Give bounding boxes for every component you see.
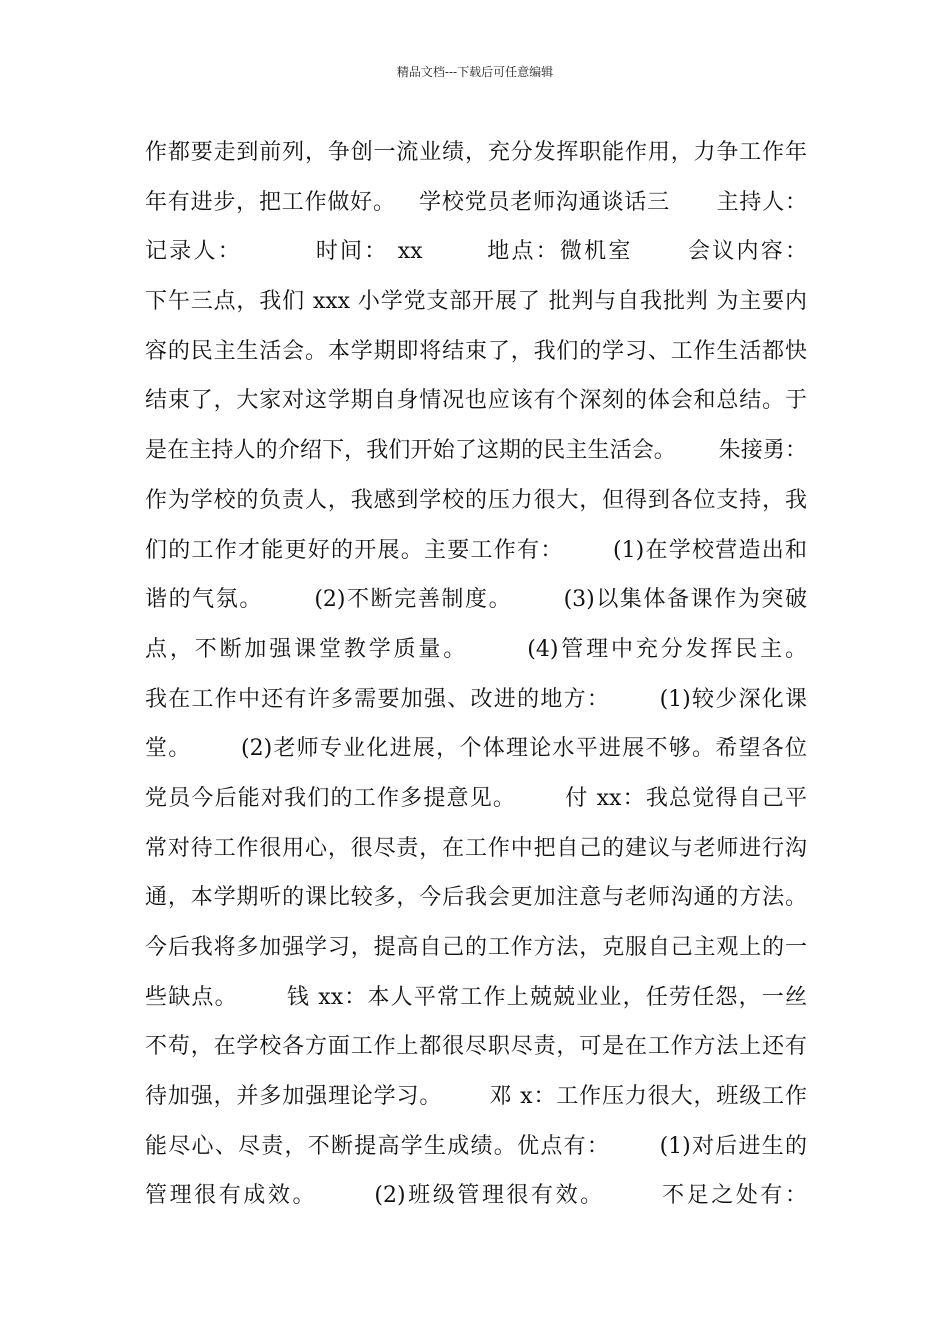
text-line: 管理很有成效。 (2)班级管理很有效。 不足之处有： [145,1183,807,1209]
text-line: 作都要走到前列，争创一流业绩，充分发挥职能作用，力争工作年 [145,140,807,165]
text-line: 今后我将多加强学习，提高自己的工作方法，克服自己主观上的一 [145,935,807,960]
text-line: 待加强，并多加强理论学习。 邓 x：工作压力很大，班级工作 [145,1084,807,1110]
text-line: 些缺点。 钱 xx：本人平常工作上兢兢业业，任劳任怨，一丝 [145,984,807,1010]
text-line: 谐的气氛。 (2)不断完善制度。 (3)以集体备课作为突破 [145,587,807,613]
text-line: 记录人： 时间： xx 地点：微机室 会议内容： [145,239,807,265]
text-line: 点，不断加强课堂教学质量。 (4)管理中充分发挥民主。 [145,636,807,662]
text-line: 容的民主生活会。本学期即将结束了，我们的学习、工作生活都快 [145,338,807,364]
text-line: 作为学校的负责人，我感到学校的压力很大，但得到各位支持，我 [145,487,807,513]
text-line: 常对待工作很用心，很尽责，在工作中把自己的建议与老师进行沟 [145,835,807,861]
text-line: 堂。 (2)老师专业化进展，个体理论水平进展不够。希望各位 [145,736,807,762]
text-line: 通，本学期听的课比较多，今后我会更加注意与老师沟通的方法。 [145,885,807,911]
text-line: 们的工作才能更好的开展。主要工作有： (1)在学校营造出和 [145,537,807,563]
text-line: 我在工作中还有许多需要加强、改进的地方： (1)较少深化课 [145,686,807,712]
text-line: 党员今后能对我们的工作多提意见。 付 xx：我总觉得自己平 [145,785,807,811]
text-line: 能尽心、尽责，不断提高学生成绩。优点有： (1)对后进生的 [145,1133,807,1159]
text-line: 下午三点，我们 xxx 小学党支部开展了 批判与自我批判 为主要内 [145,289,807,315]
text-line: 是在主持人的介绍下，我们开始了这期的民主生活会。 朱接勇： [145,438,807,464]
text-line: 结束了，大家对这学期自身情况也应该有个深刻的体会和总结。于 [145,388,807,414]
text-line: 不苟，在学校各方面工作上都很尽职尽责，可是在工作方法上还有 [145,1034,807,1060]
text-line: 年有进步，把工作做好。 学校党员老师沟通谈话三 主持人： [145,189,807,215]
document-body [145,128,807,1221]
page-header: 精品文档---下载后可任意编辑 [396,65,554,79]
